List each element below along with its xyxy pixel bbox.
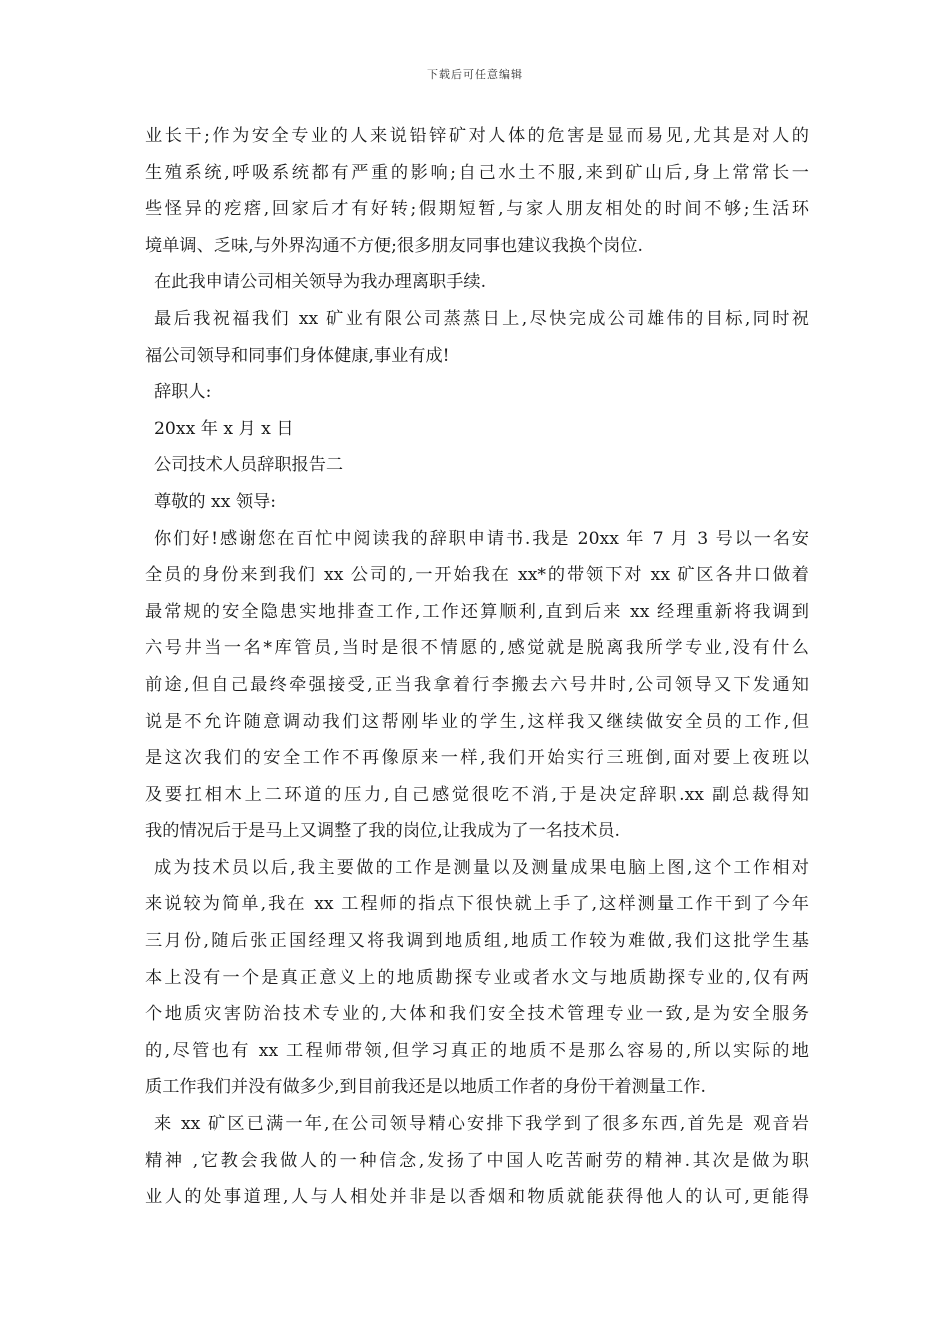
text-line: 质工作我们并没有做多少,到目前我还是以地质工作者的身份干着测量工作. bbox=[145, 1077, 706, 1098]
text-line: 及要扛相木上二环道的压力,自己感觉很吃不消,于是决定辞职.xx 副总裁得知 bbox=[145, 784, 809, 805]
text-line: 我的情况后于是马上又调整了我的岗位,让我成为了一名技术员. bbox=[145, 821, 620, 842]
text-line: 的,尽管也有 xx 工程师带领,但学习真正的地质不是那么容易的,所以实际的地 bbox=[145, 1040, 809, 1061]
text-line: 六号井当一名*库管员,当时是很不情愿的,感觉就是脱离我所学专业,没有什么 bbox=[145, 638, 809, 659]
text-line: 成为技术员以后,我主要做的工作是测量以及测量成果电脑上图,这个工作相对 bbox=[154, 857, 809, 878]
text-line: 前途,但自己最终牵强接受,正当我拿着行李搬去六号井时,公司领导又下发通知 bbox=[145, 674, 809, 695]
text-line: 尊敬的 xx 领导: bbox=[154, 491, 277, 512]
text-line: 境单调、乏味,与外界沟通不方便;很多朋友同事也建议我换个岗位. bbox=[145, 235, 643, 256]
text-line: 全员的身份来到我们 xx 公司的,一开始我在 xx*的带领下对 xx 矿区各井口做着 bbox=[145, 565, 809, 586]
text-line: 本上没有一个是真正意义上的地质勘探专业或者水文与地质勘探专业的,仅有两 bbox=[145, 967, 809, 988]
text-line: 说是不允许随意调动我们这帮刚毕业的学生,这样我又继续做安全员的工作,但 bbox=[145, 711, 809, 732]
text-line: 个地质灾害防治技术专业的,大体和我们安全技术管理专业一致,是为安全服务 bbox=[145, 1004, 809, 1025]
text-line: 公司技术人员辞职报告二 bbox=[154, 455, 344, 476]
page-header-note: 下载后可任意编辑 bbox=[427, 68, 523, 81]
text-line: 些怪异的疙瘩,回家后才有好转;假期短暂,与家人朋友相处的时间不够;生活环 bbox=[145, 199, 809, 220]
text-line: 业长干;作为安全专业的人来说铅锌矿对人体的危害是显而易见,尤其是对人的 bbox=[145, 126, 809, 146]
text-line: 来说较为简单,我在 xx 工程师的指点下很快就上手了,这样测量工作干到了今年 bbox=[145, 894, 809, 915]
text-line: 辞职人: bbox=[154, 382, 212, 403]
text-line: 在此我申请公司相关领导为我办理离职手续. bbox=[154, 272, 487, 293]
text-line: 最常规的安全隐患实地排查工作,工作还算顺利,直到后来 xx 经理重新将我调到 bbox=[145, 601, 809, 622]
text-line: 精神 ,它教会我做人的一种信念,发扬了中国人吃苦耐劳的精神.其次是做为职 bbox=[145, 1150, 809, 1171]
document-body bbox=[145, 118, 809, 1216]
text-line: 是这次我们的安全工作不再像原来一样,我们开始实行三班倒,面对要上夜班以 bbox=[145, 748, 809, 769]
text-line: 生殖系统,呼吸系统都有严重的影响;自己水土不服,来到矿山后,身上常常长一 bbox=[145, 162, 809, 183]
text-line: 三月份,随后张正国经理又将我调到地质组,地质工作较为难做,我们这批学生基 bbox=[145, 931, 809, 952]
text-line: 来 xx 矿区已满一年,在公司领导精心安排下我学到了很多东西,首先是 观音岩 bbox=[154, 1114, 809, 1135]
text-line: 业人的处事道理,人与人相处并非是以香烟和物质就能获得他人的认可,更能得 bbox=[145, 1187, 809, 1208]
text-line: 你们好!感谢您在百忙中阅读我的辞职申请书.我是 20xx 年 7 月 3 号以一名安 bbox=[154, 528, 809, 549]
text-line: 20xx 年 x 月 x 日 bbox=[154, 418, 294, 439]
text-line: 最后我祝福我们 xx 矿业有限公司蒸蒸日上,尽快完成公司雄伟的目标,同时祝 bbox=[154, 308, 809, 329]
text-line: 福公司领导和同事们身体健康,事业有成! bbox=[145, 345, 450, 366]
